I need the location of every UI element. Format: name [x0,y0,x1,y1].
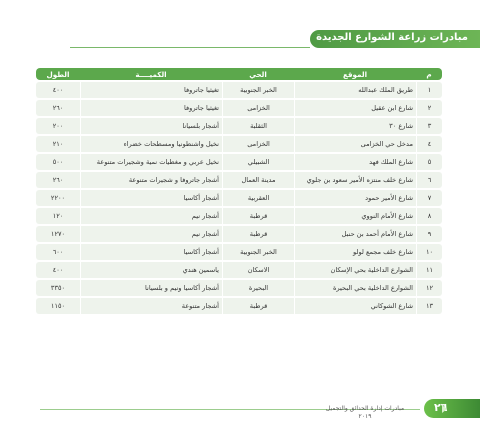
footer-caption [300,405,430,421]
table-row [36,136,442,152]
cell-quantity: نخيل واشنطونيا ومسطحات خضراء [80,136,222,152]
cell-location: شارع الشوكاني [294,298,416,314]
table-header-row [36,68,442,80]
cell-number: ١١ [416,262,442,278]
cell-quantity: أشجار جاتروفا و شجيرات متنوعة [80,172,222,188]
cell-district: قرطبة [222,208,294,224]
cell-location: طريق الملك عبدالله [294,82,416,98]
cell-location: شارع الملك فهد [294,154,416,170]
cell-length: ٤٠٠ [36,82,80,98]
cell-length: ٣٣٥٠ [36,280,80,296]
table-row [36,172,442,188]
cell-location: الشوارع الداخلية بحي الإسكان [294,262,416,278]
cell-location: مدخل حي الخزامى [294,136,416,152]
cell-quantity: ياسمين هندي [80,262,222,278]
cell-district: الخزامى [222,100,294,116]
cell-quantity: أشجار نيم [80,226,222,242]
section-title-banner [310,30,480,48]
cell-number: ٣ [416,118,442,134]
cell-district: الخزامى [222,136,294,152]
table-row [36,190,442,206]
section-title: مبادرات زراعة الشوارع الجديدة [316,32,468,43]
cell-number: ١٢ [416,280,442,296]
table-row [36,262,442,278]
cell-location: شارع الأمير حمود [294,190,416,206]
page-number-badge [424,399,480,418]
cell-length: ٤٠٠ [36,262,80,278]
cell-district: الاسكان [222,262,294,278]
cell-district: مدينة العمال [222,172,294,188]
cell-location: الشوارع الداخلية بحي البحيرة [294,280,416,296]
cell-district: الثقلبة [222,118,294,134]
cell-location: شارع الأمام النووي [294,208,416,224]
cell-length: ٦٠٠ [36,244,80,260]
cell-quantity: تغيثيا جاتروفا [80,100,222,116]
header-quantity: الكميــــة [80,68,222,80]
cell-location: شارع الأمام أحمد بن حنبل [294,226,416,242]
table-row [36,154,442,170]
cell-quantity: أشجار متنوعة [80,298,222,314]
header-number: م [416,68,442,80]
cell-number: ١٣ [416,298,442,314]
table-row [36,298,442,314]
table-row [36,118,442,134]
cell-length: ٥٠٠ [36,154,80,170]
cell-length: ٢٦٠ [36,100,80,116]
cell-district: البحيرة [222,280,294,296]
cell-length: ٢١٠ [36,136,80,152]
table-row [36,82,442,98]
cell-location: شارع ابن عقيل [294,100,416,116]
cell-quantity: أشجار أكاسيا [80,190,222,206]
cell-length: ٢٠٠ [36,118,80,134]
cell-quantity: أشجار أكاسيا ونيم و بلسيانا [80,280,222,296]
table-row [36,208,442,224]
cell-length: ١١٥٠ [36,298,80,314]
cell-length: ٢٦٠ [36,172,80,188]
cell-quantity: أشجار بلسيانا [80,118,222,134]
cell-length: ١٢٠ [36,208,80,224]
cell-district: الشبيلي [222,154,294,170]
cell-number: ١ [416,82,442,98]
cell-quantity: نخيل عربي و مغطيات نمية وشجيرات متنوعة [80,154,222,170]
cell-number: ٧ [416,190,442,206]
header-district: الحي [222,68,294,80]
header-location: الموقع [294,68,416,80]
cell-number: ٥ [416,154,442,170]
cell-number: ٩ [416,226,442,242]
table-row [36,226,442,242]
cell-number: ٦ [416,172,442,188]
footer-year: ٢٠١٩ [358,413,372,420]
title-rule [70,47,310,48]
cell-district: العقربية [222,190,294,206]
initiatives-table [36,66,442,316]
cell-location: شارع خلف منتزه الأمير سعود بن جلوي [294,172,416,188]
cell-location: شارع ٣٠ [294,118,416,134]
table-row [36,280,442,296]
cell-quantity: تغيثيا جاتروفا [80,82,222,98]
cell-number: ٢ [416,100,442,116]
cell-number: ٤ [416,136,442,152]
cell-location: شارع خلف مجمع لولو [294,244,416,260]
table-row [36,100,442,116]
chevron-right-icon [442,405,447,413]
cell-district: قرطبة [222,298,294,314]
header-length: الطول [36,68,80,80]
table-row [36,244,442,260]
cell-quantity: أشجار أكاسيا [80,244,222,260]
cell-quantity: أشجار نيم [80,208,222,224]
cell-length: ٢٢٠٠ [36,190,80,206]
cell-district: الخبر الجنوبية [222,244,294,260]
page-number: ٢٦ [434,401,448,414]
footer-department: مبادرات إدارة الحدائق والتجميل [325,405,405,412]
cell-number: ١٠ [416,244,442,260]
cell-district: الخبر الجنوبية [222,82,294,98]
cell-district: قرطبة [222,226,294,242]
cell-length: ١٢٧٠ [36,226,80,242]
cell-number: ٨ [416,208,442,224]
